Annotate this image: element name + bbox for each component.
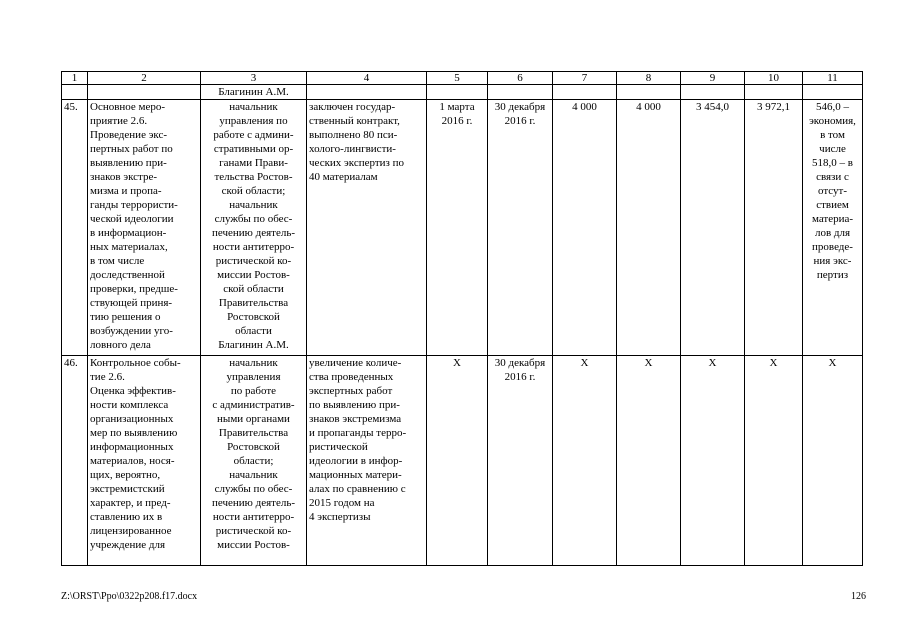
value-cell: 4 000 [553,100,617,356]
column-number-row [62,72,863,85]
start-date-cell: X [427,356,488,566]
file-path-footer: Z:\ORST\Ppo\0322p208.f17.docx [61,591,198,602]
table-cell [88,85,201,100]
column-number: 5 [427,72,488,85]
column-number: 2 [88,72,201,85]
column-number: 10 [745,72,803,85]
row-number: 46. [62,356,88,566]
event-name-cell: Основное меро- приятие 2.6. Проведение экс- пертных работ по выявлению при- знаков экстре- мизма и пропа- ганды террористи- ческой идеологии в информацион- ных материалах, в том числе доследственной проверки, предше- ствующей приня- тию решения о возбуждении уго- ловного дела [88,100,201,356]
result-cell: увеличение количе- ства проведенных экспертных работ по выявлению при- знаков экстремизма и пропаганды терро- ристической идеологии в инфор- мационных матери- алах по сравнению с 2015 годом на 4 экспертизы [307,356,427,566]
column-number: 3 [201,72,307,85]
table-row [62,356,863,566]
end-date-cell: 30 декабря 2016 г. [488,100,553,356]
start-date-cell: 1 марта 2016 г. [427,100,488,356]
table-cell [62,85,88,100]
value-cell: X [745,356,803,566]
continuation-row [62,85,863,100]
column-number: 6 [488,72,553,85]
value-cell: 3 454,0 [681,100,745,356]
column-number: 11 [803,72,863,85]
table-cell [681,85,745,100]
responsible-cell: начальник управления по работе с админи- стративными ор- ганами Прави- тельства Ростов- ской области; начальник службы по обес- печению деятель- ности антитерро- ристической ко- миссии Ростов- ской области Правительства Ростовской области Благинин А.М. [201,100,307,356]
table-cell [553,85,617,100]
page-number: 126 [851,591,866,602]
table-row [62,100,863,356]
table-cell [307,85,427,100]
column-number: 9 [681,72,745,85]
note-cell: 546,0 – экономия, в том числе 518,0 – в связи с отсут- ствием материа- лов для проведе- ния экс- пертиз [803,100,863,356]
value-cell: 4 000 [617,100,681,356]
responsible-cell: начальник управления по работе с административ- ными органами Правительства Ростовской области; начальник службы по обес- печению деятель- ности антитерро- ристической ко- миссии Ростов- [201,356,307,566]
table-cell [488,85,553,100]
table-cell [427,85,488,100]
column-number: 1 [62,72,88,85]
note-cell: X [803,356,863,566]
column-number: 8 [617,72,681,85]
table-cell [803,85,863,100]
event-name-cell: Контрольное собы- тие 2.6. Оценка эффектив- ности комплекса организационных мер по выявлению информационных материалов, нося- щих, вероятно, экстремистский характер, и пред- ставлению их в лицензированное учреждение для [88,356,201,566]
plan-table [61,71,863,566]
value-cell: 3 972,1 [745,100,803,356]
column-number: 4 [307,72,427,85]
end-date-cell: 30 декабря 2016 г. [488,356,553,566]
value-cell: X [553,356,617,566]
result-cell: заключен государ- ственный контракт, выполнено 80 пси- холого-лингвисти- ческих экспертиз по 40 материалам [307,100,427,356]
value-cell: X [617,356,681,566]
table-cell [745,85,803,100]
column-number: 7 [553,72,617,85]
row-number: 45. [62,100,88,356]
table-cell [617,85,681,100]
value-cell: X [681,356,745,566]
responsible-cell: Благинин А.М. [201,85,307,100]
